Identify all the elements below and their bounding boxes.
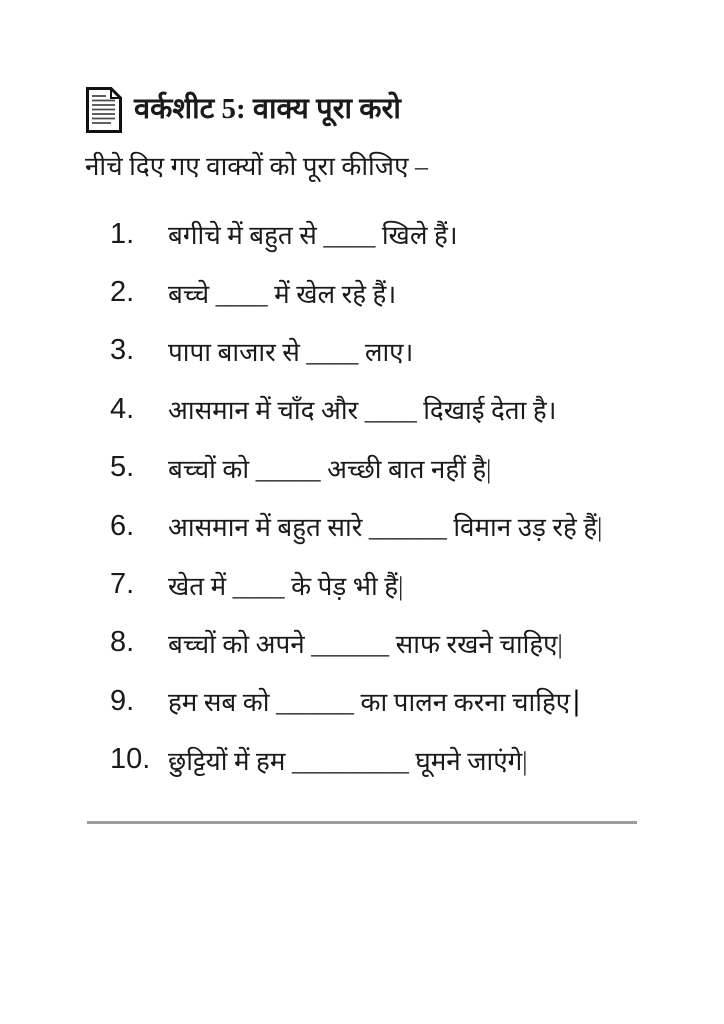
item-number: 5. — [110, 451, 135, 484]
worksheet-item — [110, 731, 724, 789]
item-number: 6. — [110, 509, 135, 542]
bottom-divider — [87, 821, 637, 824]
item-text: आसमान में बहुत सारे ______ विमान उड़ रहे हैं| — [168, 513, 603, 543]
item-number: 3. — [110, 334, 135, 367]
worksheet-item — [110, 497, 724, 555]
worksheet-item-list — [0, 205, 724, 789]
worksheet-header — [0, 0, 724, 134]
item-text: बच्चे ____ में खेल रहे हैं। — [168, 279, 397, 309]
worksheet-item — [110, 205, 724, 263]
worksheet-item — [110, 439, 724, 497]
item-number: 4. — [110, 392, 135, 425]
worksheet-item — [110, 555, 724, 613]
item-text: खेत में ____ के पेड़ भी हैं| — [168, 571, 404, 601]
worksheet-item — [110, 380, 724, 438]
item-number: 2. — [110, 276, 135, 309]
worksheet-item — [110, 263, 724, 321]
item-number: 1. — [110, 217, 135, 250]
item-text: हम सब को ______ का पालन करना चाहिए — [168, 688, 571, 718]
worksheet-item — [110, 322, 724, 380]
item-number: 10. — [110, 743, 151, 776]
item-text: पापा बाजार से ____ लाए। — [168, 337, 414, 367]
item-text: बगीचे में बहुत से ____ खिले हैं। — [168, 221, 458, 251]
item-text: आसमान में चाँद और ____ दिखाई देता है। — [168, 396, 557, 426]
item-number: 8. — [110, 626, 135, 659]
text-cursor: | — [573, 684, 580, 718]
instructions-text: नीचे दिए गए वाक्यों को पूरा कीजिए – — [85, 152, 428, 181]
page-title: वर्कशीट 5: वाक्य पूरा करो — [134, 93, 401, 126]
item-text: बच्चों को अपने ______ साफ रखने चाहिए| — [168, 629, 563, 659]
document-icon — [85, 86, 123, 134]
worksheet-item — [110, 672, 724, 730]
worksheet-item — [110, 614, 724, 672]
item-number: 7. — [110, 568, 135, 601]
item-number: 9. — [110, 684, 135, 717]
item-text: छुट्टियों में हम _________ घूमने जाएंगे| — [168, 746, 528, 776]
item-text: बच्चों को _____ अच्छी बात नहीं है| — [168, 454, 492, 484]
